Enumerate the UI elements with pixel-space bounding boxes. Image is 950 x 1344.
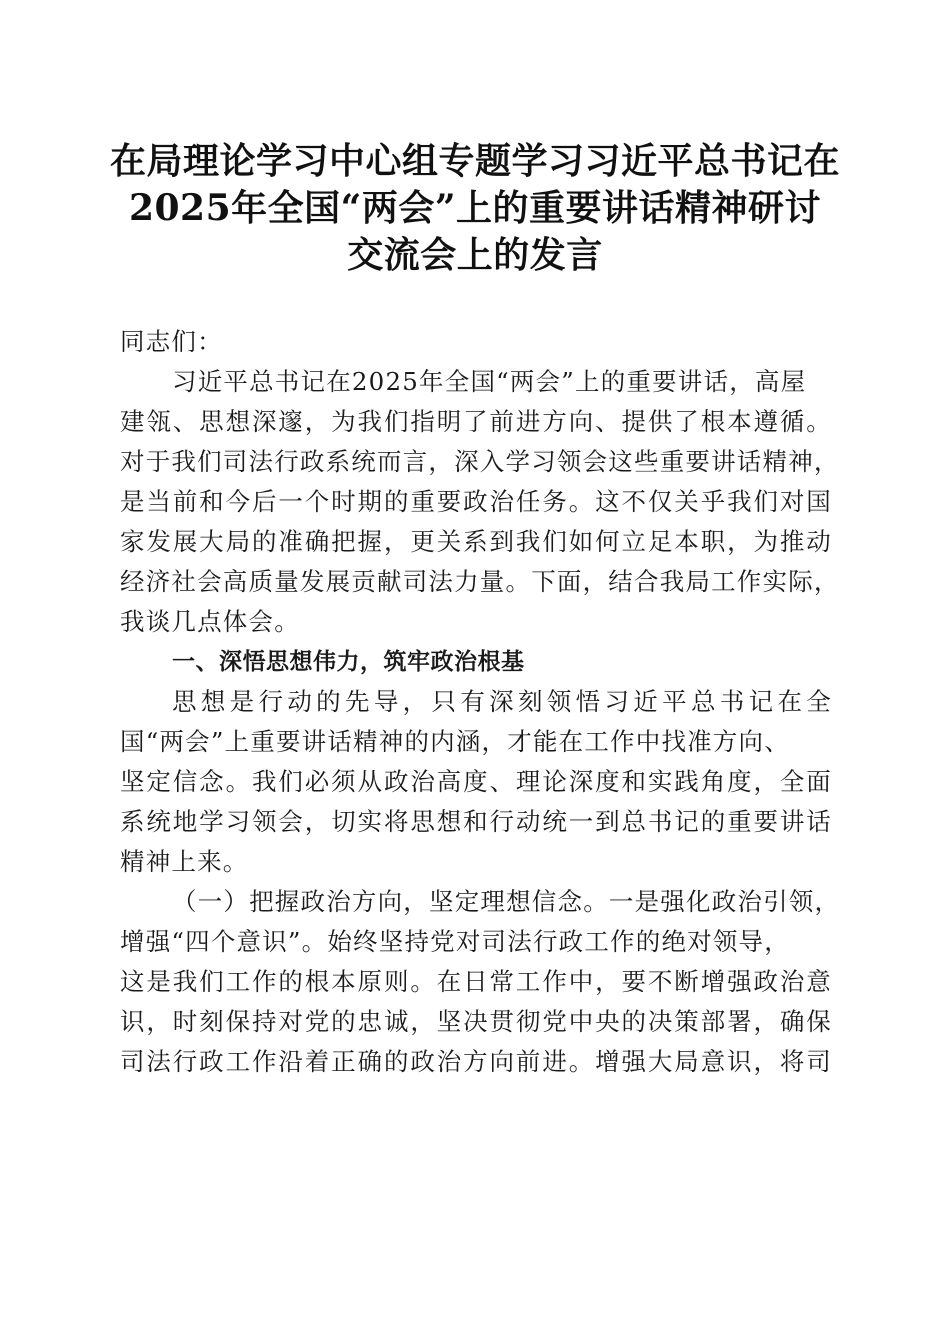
section-1-heading: 一、深悟思想伟力，筑牢政治根基 xyxy=(172,649,525,675)
paragraph-2 xyxy=(120,682,832,882)
paragraph-1 xyxy=(120,362,840,642)
paragraph-1-line: 习近平总书记在2025年全国“两会”上的重要讲话，高屋 xyxy=(172,367,807,396)
document-title xyxy=(100,138,850,279)
paragraph-3 xyxy=(120,882,841,1082)
paragraph-1-line: 对于我们司法行政系统而言，深入学习领会这些重要讲话精神， xyxy=(120,447,840,476)
title-line-2: 2025年全国“两会”上的重要讲话精神研讨 xyxy=(128,187,822,229)
paragraph-3-line: 增强“四个意识”。始终坚持党对司法行政工作的绝对领导， xyxy=(120,927,790,956)
paragraph-2-line: 系统地学习领会，切实将思想和行动统一到总书记的重要讲话 xyxy=(120,807,832,836)
paragraph-2-line: 精神上来。 xyxy=(120,847,249,876)
paragraph-2-line: 思想是行动的先导，只有深刻领悟习近平总书记在全 xyxy=(172,687,832,716)
paragraph-1-line: 家发展大局的准确把握，更关系到我们如何立足本职，为推动 xyxy=(120,527,832,556)
title-line-1: 在局理论学习中心组专题学习习近平总书记在 xyxy=(109,140,840,182)
paragraph-2-line: 国“两会”上重要讲话精神的内涵，才能在工作中找准方向、 xyxy=(120,727,790,756)
paragraph-2-line: 坚定信念。我们必须从政治高度、理论深度和实践角度，全面 xyxy=(120,767,832,796)
salutation: 同志们： xyxy=(120,327,223,356)
document-body xyxy=(120,322,841,1082)
title-line-3: 交流会上的发言 xyxy=(347,234,603,276)
paragraph-3-line: 识，时刻保持对党的忠诚，坚决贯彻党中央的决策部署，确保 xyxy=(120,1007,832,1036)
paragraph-1-line: 我谈几点体会。 xyxy=(120,607,300,636)
paragraph-3-line: 这是我们工作的根本原则。在日常工作中，要不断增强政治意 xyxy=(120,967,832,996)
paragraph-3-line: 司法行政工作沿着正确的政治方向前进。增强大局意识，将司 xyxy=(120,1047,832,1076)
paragraph-1-line: 是当前和今后一个时期的重要政治任务。这不仅关乎我们对国 xyxy=(120,487,832,516)
paragraph-1-line: 经济社会高质量发展贡献司法力量。下面，结合我局工作实际， xyxy=(120,567,840,596)
paragraph-1-line: 建瓴、思想深邃，为我们指明了前进方向、提供了根本遵循。 xyxy=(120,407,832,436)
paragraph-3-line: （一）把握政治方向，坚定理想信念。一是强化政治引领， xyxy=(172,887,841,916)
